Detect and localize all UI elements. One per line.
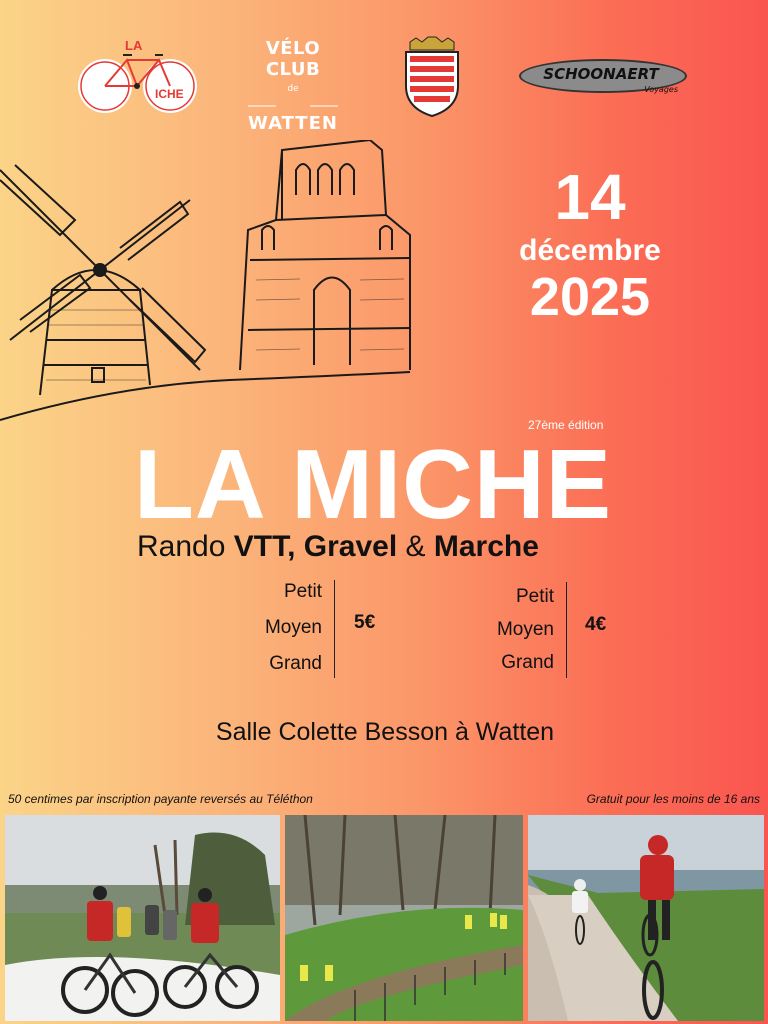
bicycle-logo-icon [75,38,200,118]
price-sizes [470,580,554,679]
la-miche-logo [75,38,200,118]
windmill-and-church-tower-icon [0,140,420,430]
subtitle-marche: Marche [433,530,539,563]
telethon-note: 50 centimes par inscription payante reversés au Téléthon [8,792,313,806]
event-subtitle [137,530,539,564]
schoonaert-voyages-logo [515,55,690,100]
photo-gravel-riders [528,815,764,1021]
price-separator [566,582,567,678]
photo-walkers [285,815,523,1021]
size-petit: Petit [283,581,322,602]
velo-club-text: VÉLO CLUB [265,38,321,80]
logo-la-text: LA [125,38,143,53]
size-moyen: Moyen [496,619,554,640]
velo-watten-text: WATTEN [248,113,338,134]
size-grand: Grand [269,653,322,674]
subtitle-gravel: Gravel [303,530,398,563]
velo-club-watten-logo [238,38,348,134]
edition-label: 27ème édition [528,418,604,432]
price-separator [334,580,335,678]
gravel-riders-photo-icon [528,815,764,1021]
price-value: 5€ [354,612,376,633]
schoonaert-sub: Voyages [644,85,678,94]
velo-de-text: de [287,84,299,94]
event-title: LA MICHE [134,429,612,539]
coat-of-arms-logo [402,36,462,118]
coat-of-arms-icon [402,36,462,118]
price-block-vtt [240,574,390,684]
free-under-16-note: Gratuit pour les moins de 16 ans [586,792,760,806]
price-block-marche [470,580,620,690]
schoonaert-name: SCHOONAERT [543,65,659,83]
size-grand: Grand [501,652,554,673]
windmill-church-illustration [0,140,420,430]
size-petit: Petit [515,586,554,607]
group-of-cyclists-photo-icon [5,815,280,1021]
price-sizes [240,574,322,682]
size-moyen: Moyen [264,617,322,638]
photo-cyclists [5,815,280,1021]
logo-iche-text: ICHE [155,87,184,101]
subtitle-vtt: VTT, [233,530,296,563]
event-month: décembre [519,234,661,267]
walkers-photo-icon [285,815,523,1021]
subtitle-amp: & [397,530,434,563]
velo-divider-icon [238,103,348,109]
price-value: 4€ [585,614,607,635]
subtitle-prefix: Rando [137,530,234,563]
event-year: 2025 [529,267,651,327]
venue-label: Salle Colette Besson à Watten [215,718,555,746]
event-day: 14 [554,161,626,233]
